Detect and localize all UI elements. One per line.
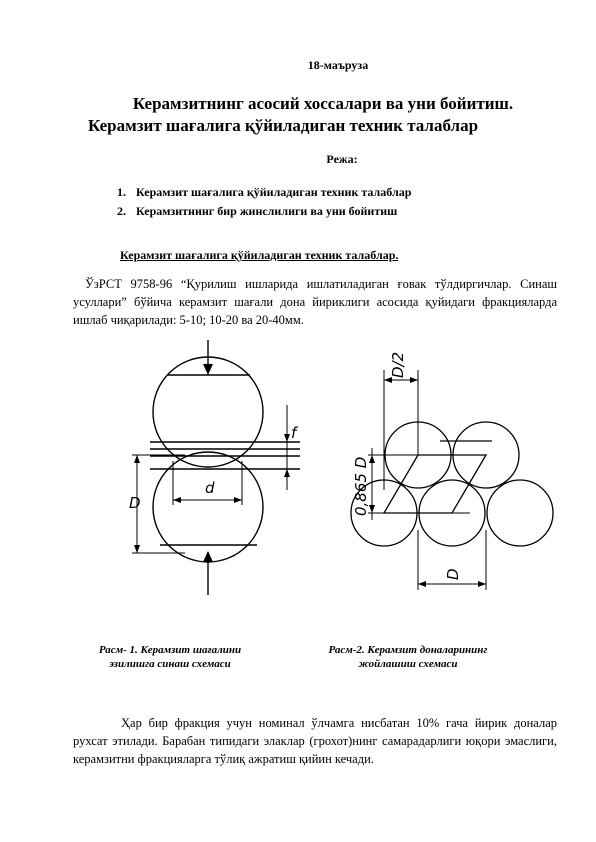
- dim-D-arrow-bottom-icon: [134, 545, 140, 553]
- figure-2-caption-line: жойлашиш схемаси: [358, 658, 458, 670]
- label-bottom-D: D: [444, 568, 462, 580]
- plan-item-text: Керамзитнинг бир жинслилиги ва уни бойитиш: [136, 204, 398, 218]
- paragraph-standard: ЎзРСТ 9758-96 “Қурилиш ишларида ишлатиладиган ғовак тўлдиргичлар. Синаш усуллари” бўйича керамзит шағали дона йириклиги асосида қуйидаги фракцияларда ишлаб чиқарилади: 5-10; 10-20 ва 20-40мм.: [73, 277, 557, 327]
- figure-2-caption-line: Расм-2. Керамзит доналарининг: [328, 644, 488, 656]
- label-d: d: [205, 479, 215, 497]
- plan-item-number: 1.: [117, 185, 126, 199]
- section-heading: Керамзит шағалига қўйиладиган техник талаблар.: [120, 248, 399, 262]
- dim-half-D-arrow-right-icon: [410, 377, 418, 383]
- top-force-arrow-icon: [203, 364, 213, 375]
- dim-d-arrow-left-icon: [173, 497, 181, 503]
- figure-1-caption: [80, 643, 260, 671]
- plan-heading: Режа:: [326, 152, 358, 166]
- bottom-force-arrow-icon: [203, 551, 213, 562]
- packing-circle: [487, 480, 553, 546]
- figure-2-drawing: [351, 370, 553, 590]
- figure-1-drawing: [132, 340, 300, 595]
- figure-2-arrowheads: [369, 377, 486, 587]
- dim-D-arrow-top-icon: [134, 455, 140, 463]
- label-height: 0,865 D: [352, 456, 370, 516]
- dim-f-arrow-top-icon: [284, 434, 290, 442]
- plan-item-number: 2.: [117, 204, 126, 218]
- dim-d-arrow-right-icon: [234, 497, 242, 503]
- page-title: Керамзитнинг асосий хоссалари ва уни бойитиш.: [132, 94, 514, 113]
- figure-1-caption-line: Расм- 1. Керамзит шағалини: [98, 644, 242, 656]
- figure-1-arrowheads: [134, 364, 290, 562]
- label-D: D: [129, 494, 141, 512]
- figure-1-caption-line: эзилишга синаш схемаси: [109, 658, 231, 670]
- lecture-number: 18-маъруза: [307, 58, 369, 72]
- dim-f-arrow-bottom-icon: [284, 469, 290, 477]
- dim-bottom-D-arrow-right-icon: [478, 581, 486, 587]
- page-subtitle: Керамзит шағалига қўйиладиган техник талаблар: [87, 116, 479, 135]
- figure-2-caption: [308, 643, 508, 671]
- dim-bottom-D-arrow-left-icon: [418, 581, 426, 587]
- plan-item-text: Керамзит шағалига қўйиладиган техник талаблар: [136, 185, 412, 199]
- paragraph-fractions: Ҳар бир фракция учун номинал ўлчамга нисбатан 10% гача йирик доналар рухсат этилади. Барабан типидаги элаклар (грохот)нинг самарадарлиги юқори эмаслиги, керамзитни фракцияларга тўлиқ ажратиш қийин кечади.: [73, 716, 557, 766]
- label-f: f: [291, 424, 297, 442]
- label-half-D: D/2: [389, 351, 407, 378]
